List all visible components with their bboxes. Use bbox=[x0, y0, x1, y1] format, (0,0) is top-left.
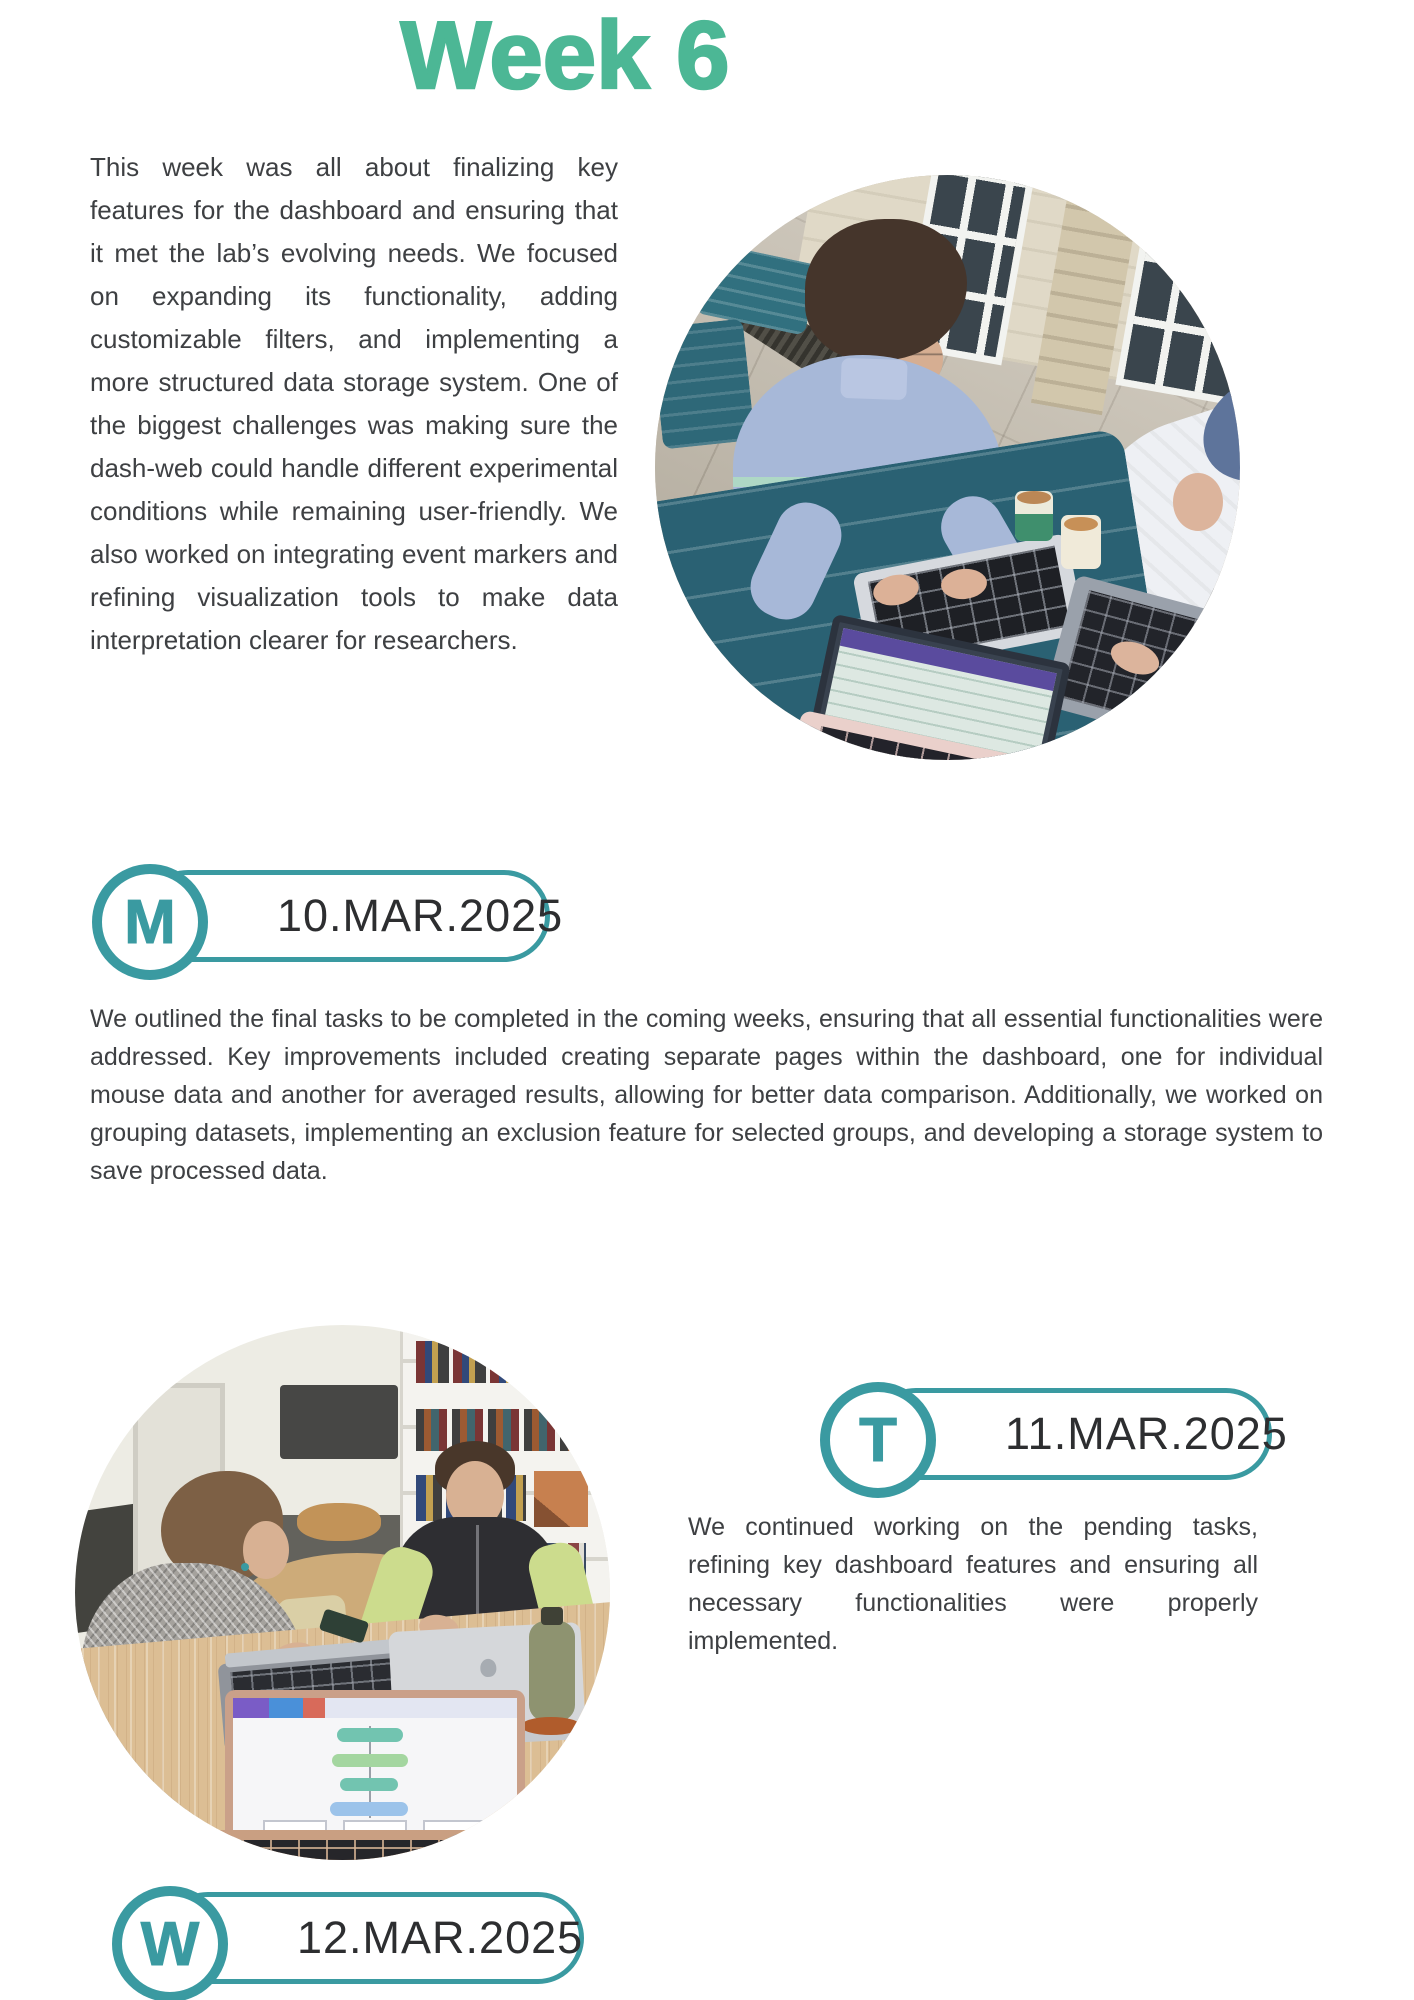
flowchart-node bbox=[332, 1754, 408, 1767]
photo-indoor-meeting bbox=[75, 1325, 610, 1860]
day-letter-circle bbox=[820, 1382, 936, 1498]
date-text: 11.MAR.2025 bbox=[1005, 1408, 1288, 1459]
day-letter-circle bbox=[112, 1886, 228, 2000]
book-row bbox=[416, 1409, 586, 1451]
coaster bbox=[521, 1717, 581, 1735]
earring bbox=[241, 1563, 249, 1571]
date-text: 12.MAR.2025 bbox=[297, 1912, 584, 1963]
person-face bbox=[1173, 473, 1223, 531]
coffee-cup bbox=[1061, 515, 1101, 569]
date-text: 10.MAR.2025 bbox=[277, 890, 564, 941]
coffee-surface bbox=[1017, 491, 1051, 504]
foreground-laptop-keyboard bbox=[160, 1830, 590, 1860]
intro-paragraph: This week was all about finalizing key features for the dashboard and ensuring that it met the lab’s evolving needs. We focused on expanding its functionality, adding customizable filters, and implementing a more structured data storage system. One of the biggest challenges was making sure the dash-web could handle different experimental conditions while remaining user-friendly. We also worked on integrating event markers and refining visualization tools to make data interpretation clearer for researchers. bbox=[90, 152, 618, 655]
browser-bar bbox=[233, 1698, 517, 1718]
monday-paragraph: We outlined the final tasks to be completed in the coming weeks, ensuring that all essential functionalities were addressed. Key improvements included creating separate pages within the dashboard, one for individual mouse data and another for averaged results, allowing for better data comparison. Additionally, we worked on grouping datasets, implementing an exclusion feature for selected groups, and developing a storage system to save processed data. bbox=[90, 1005, 1323, 1185]
date-badge-monday bbox=[92, 864, 564, 980]
day-letter: M bbox=[124, 887, 176, 957]
apple-logo bbox=[480, 1659, 497, 1678]
day-letter: W bbox=[140, 1909, 200, 1979]
coffee-surface bbox=[1064, 517, 1098, 531]
bottle-cap bbox=[541, 1607, 563, 1625]
sweater-collar bbox=[840, 358, 907, 400]
flowchart-node bbox=[337, 1728, 403, 1742]
water-bottle bbox=[529, 1621, 575, 1721]
cup-sleeve bbox=[1015, 514, 1053, 542]
person-left-face bbox=[243, 1521, 289, 1579]
day-letter-circle bbox=[92, 864, 208, 980]
flowchart-node bbox=[330, 1802, 408, 1816]
foreground-laptop-screen bbox=[225, 1690, 525, 1840]
wall-tv bbox=[280, 1385, 398, 1459]
page-title: Week 6 bbox=[400, 2, 730, 109]
book-row bbox=[416, 1341, 586, 1383]
laptop-keyboard bbox=[186, 1840, 564, 1860]
photo-outdoor-terrace-work bbox=[655, 175, 1240, 760]
green-coffee-cup bbox=[1015, 491, 1053, 541]
blanket bbox=[297, 1503, 381, 1541]
tuesday-paragraph: We continued working on the pending tasks, refining key dashboard features and ensuring all necessary functionalities were properly implemented. bbox=[688, 1513, 1258, 1655]
day-letter: T bbox=[859, 1405, 897, 1475]
flowchart-node bbox=[340, 1778, 398, 1791]
art-book-cover bbox=[534, 1471, 588, 1527]
date-badge-wednesday bbox=[112, 1886, 584, 2000]
date-badge-tuesday bbox=[820, 1382, 1288, 1498]
